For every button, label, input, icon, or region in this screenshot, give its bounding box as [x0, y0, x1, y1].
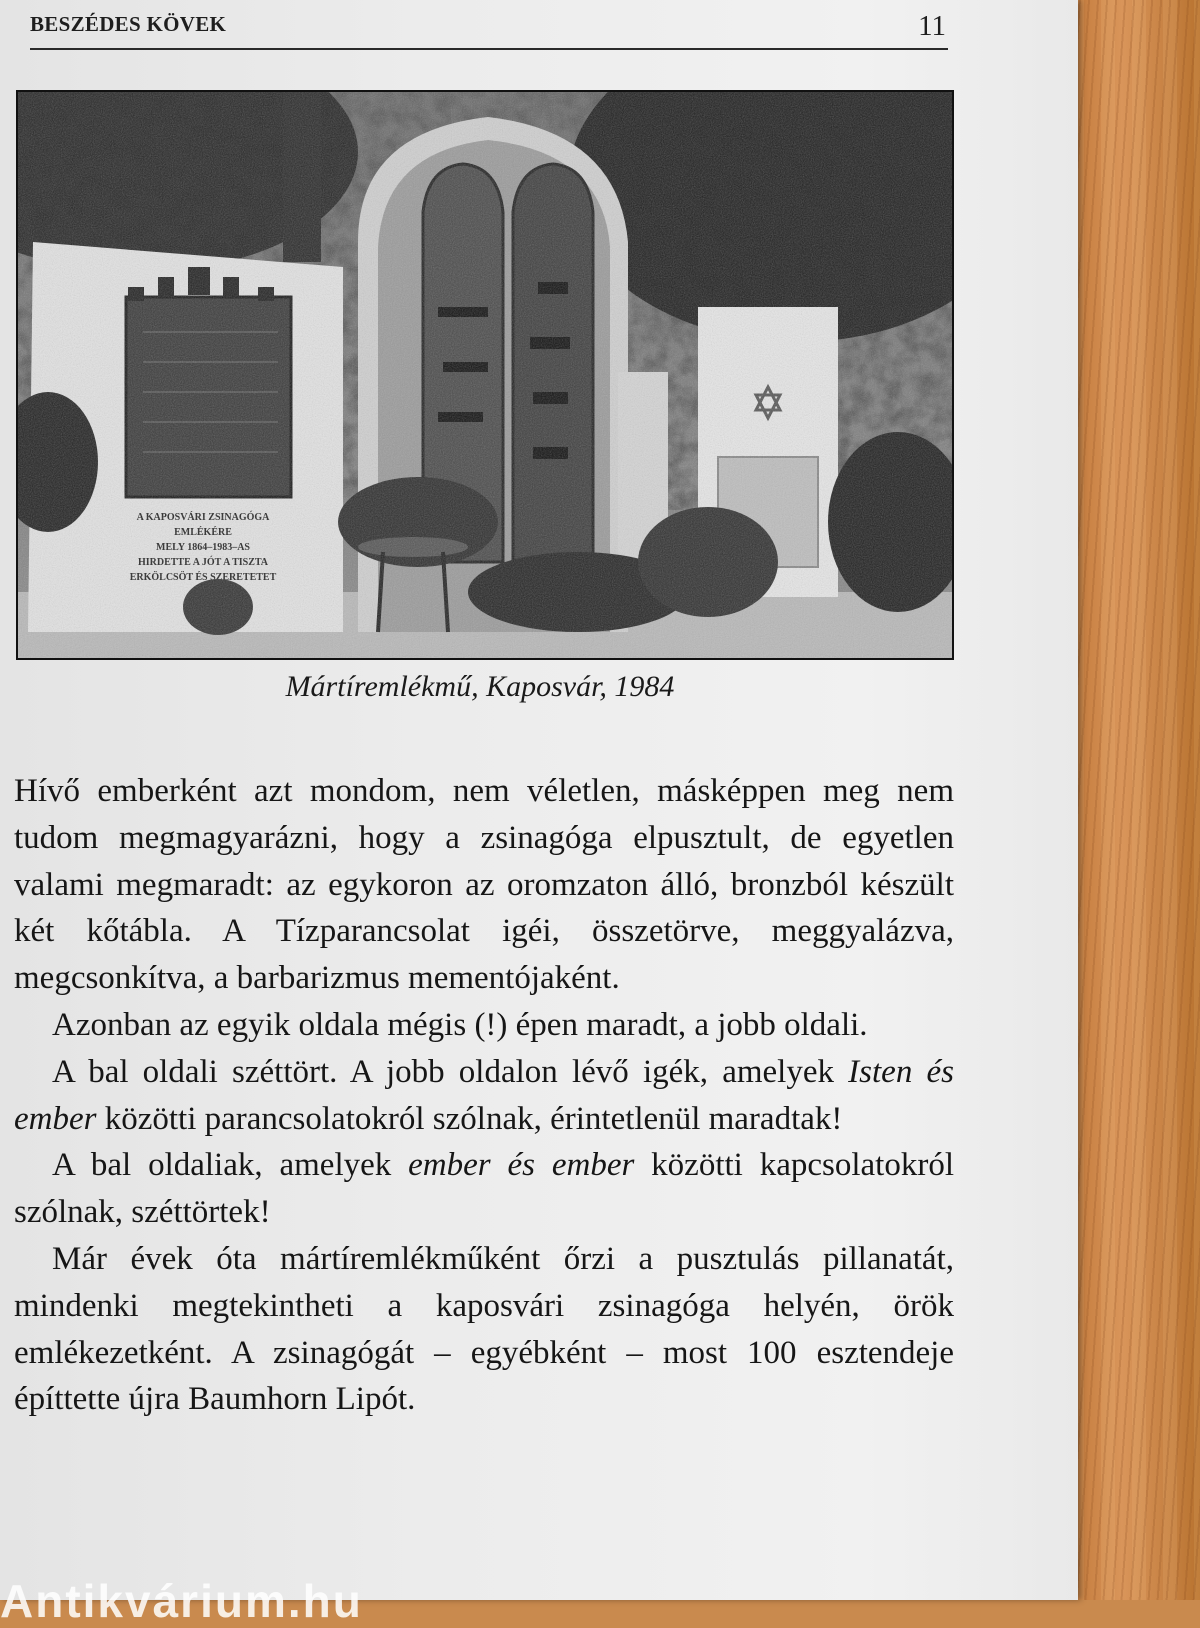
- photo-caption: Mártíremlékmű, Kaposvár, 1984: [285, 670, 675, 703]
- wooden-desk-background: [1070, 0, 1200, 1600]
- running-head: BESZÉDES KÖVEK: [30, 12, 227, 36]
- text-run: A bal oldali széttört. A jobb oldalon lévő igék, amelyek: [52, 1053, 849, 1090]
- page-number: 11: [918, 10, 946, 42]
- emphasis: ember és ember: [408, 1147, 635, 1184]
- text-run: közötti kapcsolatokról szólnak, széttörtek!: [14, 1147, 954, 1231]
- paragraph: Azonban az egyik oldala mégis (!) épen maradt, a jobb oldali.: [52, 1006, 868, 1043]
- text-run: A bal oldaliak, amelyek: [52, 1147, 409, 1184]
- memorial-photo-graphic: [18, 92, 952, 658]
- body-text: [14, 768, 954, 1423]
- memorial-photo: [16, 90, 954, 660]
- text-run: közötti parancsolatokról szólnak, érintetlenül maradtak!: [96, 1100, 843, 1137]
- paragraph: [14, 1049, 954, 1143]
- paragraph: Hívő emberként azt mondom, nem véletlen, másképpen meg nem tudom megmagyarázni, hogy a zsinagóga elpusztult, de egyetlen valami megmaradt: az egykoron az oromzaton álló, bronzból készült két kőtábla. A Tízparancsolat igéi, összetörve, meggyalázva, megcsonkítva, a barbarizmus mementójaként.: [14, 773, 954, 997]
- paragraph: Már évek óta mártíremlékműként őrzi a pusztulás pillanatát, mindenki megtekintheti a kaposvári zsinagóga helyén, örök emlékezetként. A zsinagógát – egyébként – most 100 esztendeje építtette újra Baumhorn Lipót.: [14, 1240, 954, 1418]
- paragraph: [14, 1142, 954, 1236]
- watermark: Antikvárium.hu: [0, 1575, 363, 1627]
- emphasis: Isten és ember: [14, 1053, 954, 1137]
- page-header: [30, 8, 948, 50]
